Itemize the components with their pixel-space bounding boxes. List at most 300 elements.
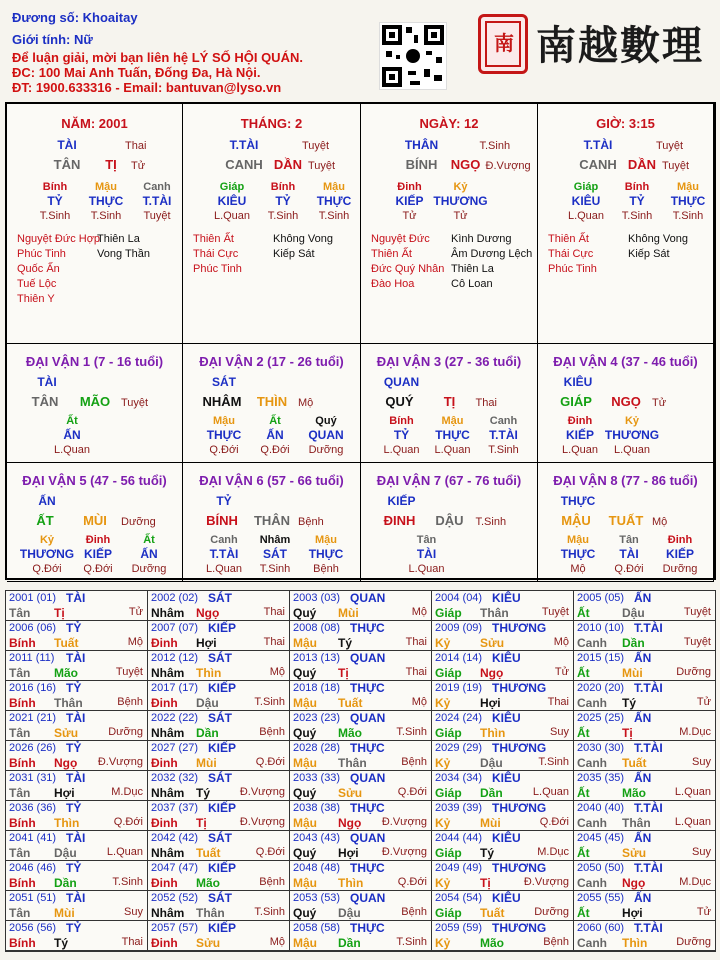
star-good: Nguyệt Đức bbox=[371, 233, 430, 245]
year-label: 2007 (07) bbox=[151, 622, 199, 634]
hidden-god: TÀI bbox=[619, 547, 639, 561]
life-stage: Tử bbox=[554, 666, 569, 678]
year-cell[interactable] bbox=[432, 891, 574, 921]
life-stage: L.Quan bbox=[674, 786, 711, 798]
year-cell[interactable] bbox=[290, 831, 432, 861]
year-stem: Giáp bbox=[435, 786, 462, 800]
earthly-branch: MÃO bbox=[79, 394, 111, 409]
year-label: 2034 (34) bbox=[435, 772, 483, 784]
life-stage: Đ.Vượng bbox=[523, 876, 569, 888]
life-stage: Đ.Vượng bbox=[239, 786, 285, 798]
year-branch: Ngọ bbox=[338, 816, 362, 830]
heavenly-stem: ĐINH bbox=[383, 513, 416, 528]
life-stage: Tuyệt bbox=[308, 160, 336, 172]
year-label: 2037 (37) bbox=[151, 802, 199, 814]
year-label: 2021 (21) bbox=[9, 712, 57, 724]
ten-god: QUAN bbox=[350, 831, 386, 845]
year-stem: Canh bbox=[577, 876, 607, 890]
year-cell[interactable] bbox=[574, 621, 716, 651]
year-label: 2008 (08) bbox=[293, 622, 341, 634]
ten-god-stage: Tuyệt bbox=[656, 140, 684, 152]
ten-god-stage: Thai bbox=[125, 140, 147, 152]
year-stem: Nhâm bbox=[151, 666, 185, 680]
year-cell[interactable] bbox=[148, 741, 290, 771]
year-cell[interactable] bbox=[432, 621, 574, 651]
year-label: 2030 (30) bbox=[577, 742, 625, 754]
life-stage: Dưỡng bbox=[534, 906, 569, 918]
year-cell[interactable] bbox=[432, 801, 574, 831]
ten-god-stage: Tuyệt bbox=[302, 140, 330, 152]
year-branch: Tuất bbox=[338, 696, 363, 710]
year-cell[interactable] bbox=[290, 771, 432, 801]
year-label: 2054 (54) bbox=[435, 892, 483, 904]
year-branch: Ngọ bbox=[480, 666, 504, 680]
year-stem: Canh bbox=[577, 696, 607, 710]
year-stem: Mậu bbox=[293, 816, 317, 830]
hidden-stem: Ất bbox=[269, 415, 281, 427]
year-stem: Kỷ bbox=[435, 636, 451, 650]
year-label: 2040 (40) bbox=[577, 802, 625, 814]
life-stage: Bệnh bbox=[117, 696, 143, 708]
owner-name: Đương số: Khoaitay bbox=[12, 10, 138, 25]
year-cell[interactable] bbox=[290, 741, 432, 771]
ten-god: KIẾP bbox=[208, 801, 237, 815]
year-cell[interactable] bbox=[148, 801, 290, 831]
ten-god: T.TÀI bbox=[583, 138, 613, 152]
year-label: 2013 (13) bbox=[293, 652, 341, 664]
year-cell[interactable] bbox=[6, 861, 148, 891]
star-bad: Kiếp Sát bbox=[628, 248, 670, 260]
year-cell[interactable] bbox=[6, 591, 148, 621]
hidden-stem: Mậu bbox=[677, 181, 699, 193]
year-label: 2055 (55) bbox=[577, 892, 625, 904]
year-cell[interactable] bbox=[574, 801, 716, 831]
year-label: 2016 (16) bbox=[9, 682, 57, 694]
year-cell[interactable] bbox=[148, 831, 290, 861]
hidden-stage: Q.Đới bbox=[83, 563, 113, 575]
life-stage: T.Sinh bbox=[396, 726, 427, 738]
year-cell[interactable] bbox=[574, 861, 716, 891]
hidden-stage: L.Quan bbox=[205, 563, 243, 575]
year-stem: Ất bbox=[577, 786, 590, 800]
ten-god: KIÊU bbox=[492, 591, 521, 605]
year-cell[interactable] bbox=[432, 741, 574, 771]
life-stage: Bệnh bbox=[543, 936, 569, 948]
year-stem: Tân bbox=[9, 906, 31, 920]
year-branch: Mùi bbox=[622, 666, 643, 680]
year-cell[interactable] bbox=[574, 711, 716, 741]
year-cell[interactable] bbox=[574, 891, 716, 921]
year-stem: Canh bbox=[577, 936, 607, 950]
year-label: 2043 (43) bbox=[293, 832, 341, 844]
year-label: 2015 (15) bbox=[577, 652, 625, 664]
year-branch: Tuất bbox=[480, 906, 505, 920]
ten-god: TÀI bbox=[37, 375, 57, 389]
ten-god: TÀI bbox=[66, 891, 86, 905]
year-cell[interactable] bbox=[432, 921, 574, 951]
year-label: 2009 (09) bbox=[435, 622, 483, 634]
hidden-stage: Dưỡng bbox=[308, 444, 344, 456]
year-cell[interactable] bbox=[290, 861, 432, 891]
life-stage: Mộ bbox=[269, 666, 285, 678]
year-label: 2036 (36) bbox=[9, 802, 57, 814]
year-branch: Sửu bbox=[54, 726, 79, 740]
brand-title: 南越數理 bbox=[536, 22, 704, 69]
hidden-stem: Giáp bbox=[573, 181, 599, 193]
hidden-stem: Mậu bbox=[95, 181, 117, 193]
hidden-stem: Bính bbox=[270, 181, 296, 193]
year-cell[interactable] bbox=[6, 831, 148, 861]
hidden-god: TỶ bbox=[275, 194, 291, 208]
star-bad: Thiên La bbox=[97, 233, 140, 245]
year-cell[interactable] bbox=[290, 891, 432, 921]
ten-god: SÁT bbox=[208, 591, 232, 605]
year-cell[interactable] bbox=[6, 891, 148, 921]
hidden-god: KIẾP bbox=[83, 547, 112, 561]
life-stage: Bệnh bbox=[259, 726, 285, 738]
year-cell[interactable] bbox=[6, 771, 148, 801]
life-stage: Q.Đới bbox=[397, 876, 427, 888]
ten-god: QUAN bbox=[350, 591, 386, 605]
pillar-2 bbox=[361, 104, 538, 344]
dai-van-1 bbox=[183, 344, 361, 463]
year-cell[interactable] bbox=[574, 741, 716, 771]
year-cell[interactable] bbox=[148, 711, 290, 741]
year-cell[interactable] bbox=[148, 891, 290, 921]
year-cell[interactable] bbox=[574, 681, 716, 711]
ten-god: ẤN bbox=[634, 591, 652, 605]
life-stage: Q.Đới bbox=[255, 756, 285, 768]
year-stem: Ất bbox=[577, 846, 590, 860]
ten-god: QUAN bbox=[350, 891, 386, 905]
dai-van-title: ĐẠI VẬN 1 (7 - 16 tuổi) bbox=[25, 354, 164, 369]
year-stem: Bính bbox=[9, 876, 36, 890]
year-cell[interactable] bbox=[574, 591, 716, 621]
hidden-stem: Tân bbox=[416, 534, 437, 546]
year-cell[interactable] bbox=[574, 771, 716, 801]
year-cell[interactable] bbox=[432, 681, 574, 711]
dai-van-7 bbox=[538, 463, 714, 582]
hidden-god: THỰC bbox=[560, 547, 596, 561]
year-branch: Ngọ bbox=[622, 876, 646, 890]
annual-luck-table bbox=[5, 590, 716, 952]
ten-god: TỶ bbox=[216, 494, 232, 508]
ten-god: TỶ bbox=[66, 741, 82, 755]
year-cell[interactable] bbox=[574, 921, 716, 951]
life-stage: Đ.Vượng bbox=[485, 160, 531, 172]
year-branch: Tị bbox=[338, 666, 349, 680]
ten-god: KIÊU bbox=[563, 375, 593, 389]
ten-god: QUAN bbox=[350, 651, 386, 665]
seal-logo: 南 bbox=[478, 14, 528, 74]
year-cell[interactable] bbox=[290, 711, 432, 741]
year-label: 2053 (53) bbox=[293, 892, 341, 904]
life-stage: Suy bbox=[124, 906, 143, 918]
hidden-stage: T.Sinh bbox=[39, 210, 71, 222]
year-cell[interactable] bbox=[6, 921, 148, 951]
dai-van-3 bbox=[538, 344, 714, 463]
earthly-branch: DẦN bbox=[273, 157, 303, 172]
life-stage: L.Quan bbox=[674, 816, 711, 828]
hidden-stem: Bính bbox=[624, 181, 650, 193]
star-bad: Kình Dương bbox=[451, 233, 512, 245]
year-branch: Thìn bbox=[196, 666, 222, 680]
year-cell[interactable] bbox=[6, 621, 148, 651]
life-stage: Q.Đới bbox=[397, 786, 427, 798]
hidden-god: KIÊU bbox=[217, 194, 247, 208]
year-stem: Mậu bbox=[293, 756, 317, 770]
year-cell[interactable] bbox=[148, 861, 290, 891]
year-stem: Kỷ bbox=[435, 816, 451, 830]
year-label: 2025 (25) bbox=[577, 712, 625, 724]
year-label: 2033 (33) bbox=[293, 772, 341, 784]
life-stage: Tử bbox=[696, 696, 711, 708]
ten-god: THỰC bbox=[350, 741, 385, 755]
hidden-stage: L.Quan bbox=[383, 444, 420, 456]
hidden-god: THỰC bbox=[435, 428, 470, 442]
year-cell[interactable] bbox=[148, 771, 290, 801]
year-cell[interactable] bbox=[432, 711, 574, 741]
ten-god: ẤN bbox=[38, 494, 56, 508]
hidden-stage: T.Sinh bbox=[621, 210, 653, 222]
year-stem: Tân bbox=[9, 666, 31, 680]
year-stem: Ất bbox=[577, 726, 590, 740]
year-label: 2052 (52) bbox=[151, 892, 199, 904]
year-branch: Thìn bbox=[622, 936, 648, 950]
ten-god: QUAN bbox=[350, 771, 386, 785]
year-cell[interactable] bbox=[6, 651, 148, 681]
life-stage: Dưỡng bbox=[676, 936, 711, 948]
ten-god: T.TÀI bbox=[634, 921, 663, 935]
year-branch: Dậu bbox=[622, 606, 645, 620]
header bbox=[0, 0, 720, 100]
year-cell[interactable] bbox=[290, 621, 432, 651]
hidden-stem: Mậu bbox=[315, 534, 337, 546]
life-stage: Dưỡng bbox=[108, 726, 143, 738]
year-stem: Kỷ bbox=[435, 696, 451, 710]
ten-god: TÀI bbox=[66, 711, 86, 725]
year-cell[interactable] bbox=[432, 861, 574, 891]
hidden-stage: T.Sinh bbox=[259, 563, 291, 575]
year-cell[interactable] bbox=[432, 831, 574, 861]
year-stem: Tân bbox=[9, 726, 31, 740]
year-label: 2057 (57) bbox=[151, 922, 199, 934]
year-branch: Dậu bbox=[480, 756, 503, 770]
hidden-god: T.TÀI bbox=[209, 547, 239, 561]
year-branch: Hợi bbox=[622, 906, 643, 920]
year-label: 2003 (03) bbox=[293, 592, 341, 604]
ten-god: THƯƠNG bbox=[492, 861, 547, 875]
year-branch: Tý bbox=[196, 786, 211, 800]
year-branch: Hợi bbox=[54, 786, 75, 800]
year-stem: Đinh bbox=[151, 816, 178, 830]
year-label: 2005 (05) bbox=[577, 592, 625, 604]
year-stem: Đinh bbox=[151, 636, 178, 650]
year-branch: Mão bbox=[622, 786, 646, 800]
year-stem: Canh bbox=[577, 636, 607, 650]
hidden-god: QUAN bbox=[308, 428, 344, 442]
life-stage: Đ.Vượng bbox=[381, 846, 427, 858]
year-branch: Thân bbox=[480, 606, 509, 620]
hidden-stage: T.Sinh bbox=[90, 210, 122, 222]
ten-god: TÀI bbox=[66, 651, 86, 665]
year-cell[interactable] bbox=[148, 591, 290, 621]
hidden-stem: Mậu bbox=[323, 181, 345, 193]
hidden-stage: Q.Đới bbox=[614, 563, 644, 575]
ten-god: THỰC bbox=[560, 494, 596, 508]
year-cell[interactable] bbox=[290, 651, 432, 681]
ten-god: TỶ bbox=[66, 801, 82, 815]
earthly-branch: TỊ bbox=[443, 394, 456, 409]
year-cell[interactable] bbox=[6, 711, 148, 741]
life-stage: Tuyệt bbox=[683, 636, 711, 648]
year-branch: Tuất bbox=[196, 846, 221, 860]
year-stem: Quý bbox=[293, 666, 317, 680]
ten-god: THƯƠNG bbox=[492, 741, 547, 755]
year-stem: Mậu bbox=[293, 936, 317, 950]
ten-god: T.TÀI bbox=[634, 681, 663, 695]
year-stem: Kỷ bbox=[435, 876, 451, 890]
hidden-stage: T.Sinh bbox=[318, 210, 350, 222]
ten-god: KIÊU bbox=[492, 831, 521, 845]
year-cell[interactable] bbox=[6, 741, 148, 771]
dai-van-2 bbox=[361, 344, 538, 463]
life-stage: Thai bbox=[405, 666, 427, 678]
year-branch: Sửu bbox=[338, 786, 363, 800]
life-stage: Thai bbox=[475, 397, 497, 409]
ten-god: SÁT bbox=[208, 771, 232, 785]
dai-van-title: ĐẠI VẬN 5 (47 - 56 tuổi) bbox=[22, 473, 167, 488]
year-label: 2060 (60) bbox=[577, 922, 625, 934]
life-stage: Mộ bbox=[652, 516, 668, 528]
year-label: 2041 (41) bbox=[9, 832, 57, 844]
life-stage: Mộ bbox=[411, 606, 427, 618]
ten-god: SÁT bbox=[208, 831, 232, 845]
earthly-branch: THÂN bbox=[253, 513, 291, 528]
heavenly-stem: GIÁP bbox=[560, 394, 592, 409]
life-stage: Mộ bbox=[411, 696, 427, 708]
year-stem: Kỷ bbox=[435, 756, 451, 770]
year-cell[interactable] bbox=[148, 921, 290, 951]
hidden-stage: L.Quan bbox=[408, 563, 445, 575]
year-label: 2028 (28) bbox=[293, 742, 341, 754]
hidden-god: TỶ bbox=[47, 194, 63, 208]
year-cell[interactable] bbox=[574, 831, 716, 861]
hidden-god: THỰC bbox=[316, 194, 352, 208]
ten-god: T.TÀI bbox=[229, 138, 259, 152]
year-branch: Tý bbox=[480, 846, 495, 860]
year-label: 2042 (42) bbox=[151, 832, 199, 844]
year-cell[interactable] bbox=[574, 651, 716, 681]
year-branch: Dần bbox=[54, 876, 77, 890]
year-cell[interactable] bbox=[432, 651, 574, 681]
pillar-title: THÁNG: 2 bbox=[240, 116, 303, 131]
life-stage: Đ.Vượng bbox=[239, 816, 285, 828]
year-branch: Thân bbox=[54, 696, 83, 710]
year-label: 2048 (48) bbox=[293, 862, 341, 874]
hidden-stem: Bính bbox=[42, 181, 68, 193]
year-cell[interactable] bbox=[148, 621, 290, 651]
year-branch: Thân bbox=[622, 816, 651, 830]
ten-god: TÀI bbox=[66, 771, 86, 785]
qr-code-icon[interactable] bbox=[379, 22, 447, 90]
life-stage: L.Quan bbox=[106, 846, 143, 858]
chart-grid bbox=[5, 102, 716, 580]
star-bad: Thiên La bbox=[451, 263, 494, 275]
hidden-stem: Nhâm bbox=[259, 534, 291, 546]
year-cell[interactable] bbox=[6, 801, 148, 831]
hidden-stem: Quý bbox=[315, 415, 337, 427]
year-cell[interactable] bbox=[148, 651, 290, 681]
ten-god: KIẾP bbox=[208, 861, 237, 875]
heavenly-stem: CANH bbox=[225, 157, 263, 172]
year-stem: Tân bbox=[9, 786, 31, 800]
hidden-stage: Q.Đới bbox=[32, 563, 62, 575]
hidden-stage: L.Quan bbox=[53, 444, 91, 456]
year-branch: Dậu bbox=[338, 906, 361, 920]
star-good: Quốc Ấn bbox=[17, 263, 60, 275]
year-stem: Giáp bbox=[435, 666, 462, 680]
hidden-stem: Canh bbox=[210, 534, 238, 546]
earthly-branch: NGỌ bbox=[450, 157, 481, 172]
year-cell[interactable] bbox=[290, 921, 432, 951]
year-branch: Tuất bbox=[622, 756, 647, 770]
year-label: 2059 (59) bbox=[435, 922, 483, 934]
life-stage: Bệnh bbox=[401, 756, 427, 768]
star-good: Thiên Ất bbox=[193, 233, 234, 245]
year-branch: Mão bbox=[196, 876, 220, 890]
ten-god: KIÊU bbox=[492, 771, 521, 785]
year-branch: Tị bbox=[622, 726, 633, 740]
hidden-god: T.TÀI bbox=[142, 194, 172, 208]
life-stage: Q.Đới bbox=[255, 846, 285, 858]
year-cell[interactable] bbox=[432, 591, 574, 621]
ten-god: KIẾP bbox=[208, 681, 237, 695]
year-cell[interactable] bbox=[290, 801, 432, 831]
hidden-god: KIÊU bbox=[571, 194, 601, 208]
hidden-god: THỰC bbox=[88, 194, 124, 208]
ten-god: KIẾP bbox=[387, 494, 416, 508]
heavenly-stem: MẬU bbox=[561, 513, 591, 528]
dai-van-0 bbox=[7, 344, 183, 463]
year-cell[interactable] bbox=[290, 591, 432, 621]
life-stage: Suy bbox=[550, 726, 569, 738]
year-branch: Thân bbox=[338, 756, 367, 770]
ten-god: TÀI bbox=[66, 591, 86, 605]
year-cell[interactable] bbox=[432, 771, 574, 801]
life-stage: T.Sinh bbox=[538, 756, 569, 768]
heavenly-stem: TÂN bbox=[53, 157, 81, 172]
life-stage: T.Sinh bbox=[254, 696, 285, 708]
year-branch: Dần bbox=[480, 786, 503, 800]
ten-god-stage: T.Sinh bbox=[479, 140, 511, 152]
ten-god: ẤN bbox=[634, 891, 652, 905]
ten-god: KIÊU bbox=[492, 891, 521, 905]
year-cell[interactable] bbox=[6, 681, 148, 711]
hidden-stem: Đinh bbox=[667, 534, 693, 546]
year-stem: Nhâm bbox=[151, 906, 185, 920]
year-stem: Đinh bbox=[151, 876, 178, 890]
year-cell[interactable] bbox=[290, 681, 432, 711]
gender: Giới tính: Nữ bbox=[12, 32, 93, 47]
hidden-god: T.TÀI bbox=[489, 428, 518, 442]
hidden-stage: Dưỡng bbox=[662, 563, 698, 575]
year-label: 2050 (50) bbox=[577, 862, 625, 874]
hidden-stem: Mậu bbox=[441, 415, 464, 427]
year-cell[interactable] bbox=[148, 681, 290, 711]
year-stem: Quý bbox=[293, 606, 317, 620]
year-stem: Quý bbox=[293, 846, 317, 860]
